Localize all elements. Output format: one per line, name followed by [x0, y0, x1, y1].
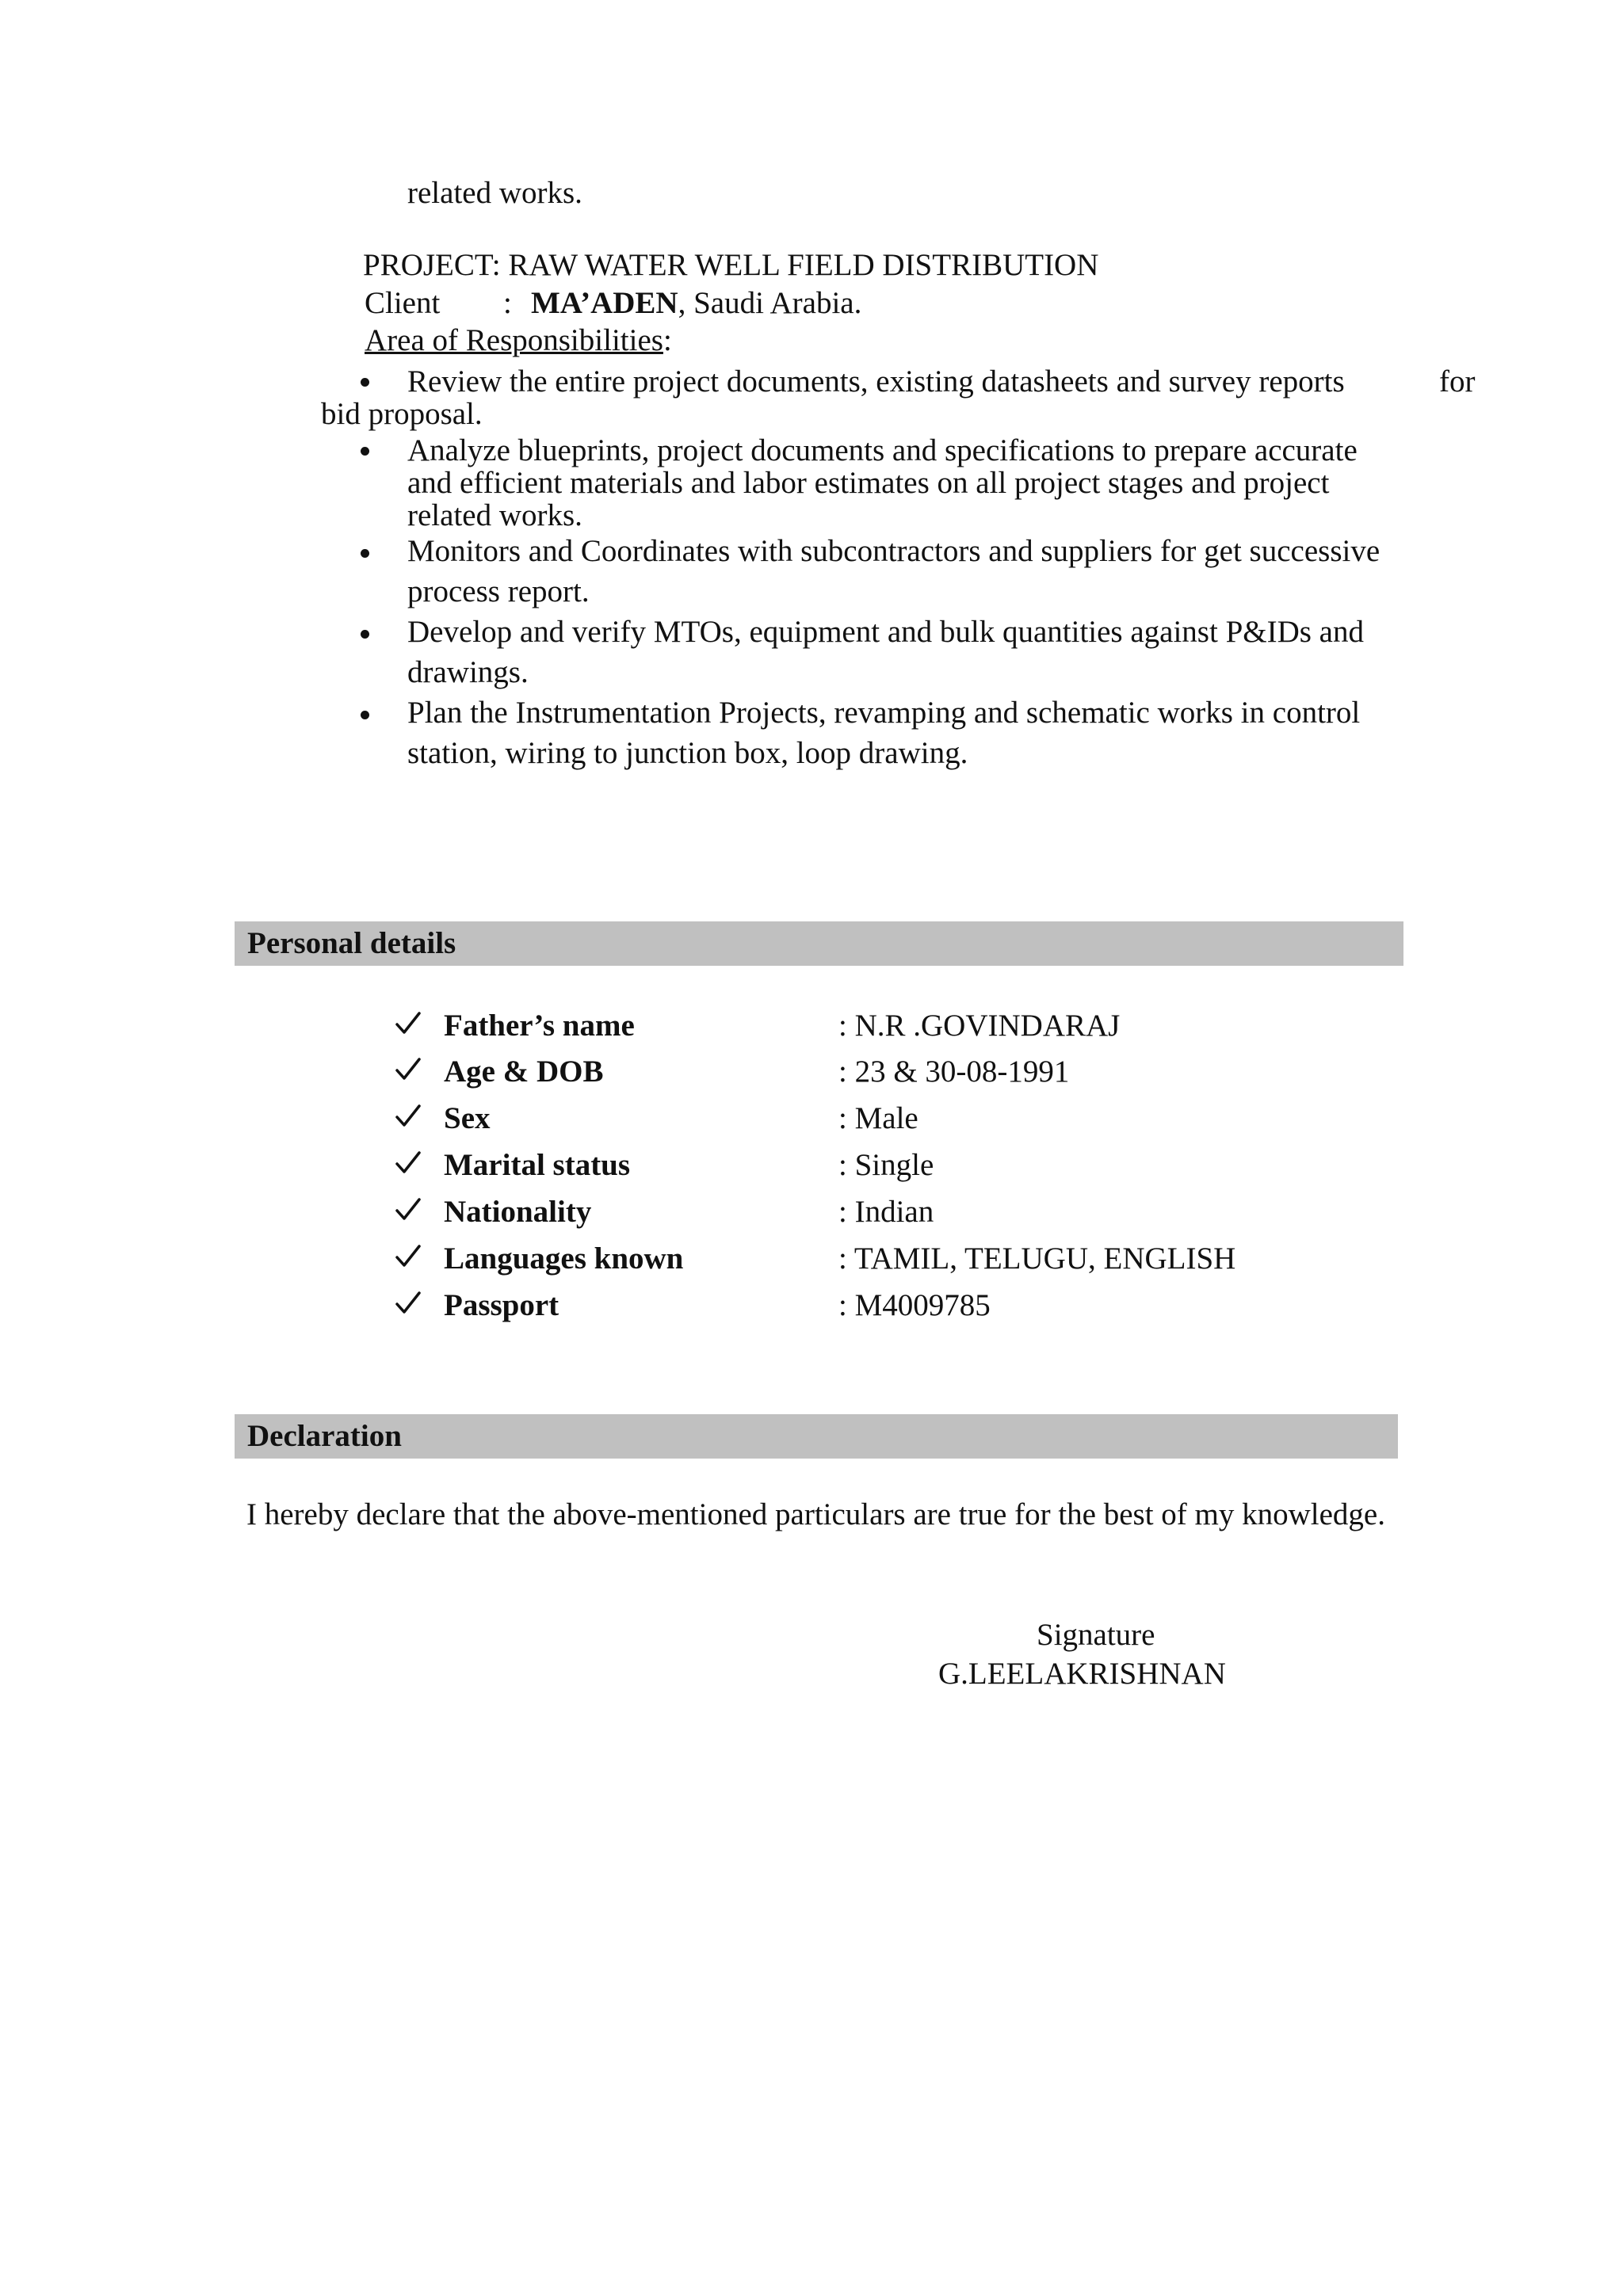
checkmark-icon [395, 1010, 422, 1037]
checkmark-icon [395, 1196, 422, 1223]
bullet-dot [361, 549, 369, 558]
list-item-line: station, wiring to junction box, loop drawing. [407, 736, 968, 770]
declaration-text: I hereby declare that the above-mentioned particulars are true for the best of my knowledge. [246, 1497, 1385, 1531]
list-item-line: Review the entire project documents, existing datasheets and survey reports [407, 364, 1345, 399]
list-item-line: Monitors and Coordinates with subcontractors and suppliers for get successive [407, 534, 1381, 568]
detail-value: : Male [838, 1101, 918, 1135]
detail-label: Languages known [444, 1241, 684, 1276]
bullet-dot [361, 378, 369, 387]
client-value [531, 286, 861, 321]
responsibilities-heading-text: Area of Responsibilities [365, 323, 663, 357]
bullet-dot [361, 630, 369, 639]
section-title: Personal details [247, 926, 456, 960]
list-item-line: process report. [407, 574, 590, 608]
project-title: PROJECT: RAW WATER WELL FIELD DISTRIBUTION [363, 248, 1099, 282]
list-item-line: Analyze blueprints, project documents and specifications to prepare accurate [407, 433, 1358, 467]
client-label: Client [365, 286, 441, 320]
detail-label: Sex [444, 1101, 491, 1135]
checkmark-icon [395, 1150, 422, 1177]
bullet-dot [361, 711, 369, 719]
detail-value: : TAMIL, TELUGU, ENGLISH [838, 1241, 1236, 1276]
continued-text: related works. [407, 176, 582, 210]
list-item-line: drawings. [407, 655, 529, 689]
detail-label: Marital status [444, 1148, 631, 1182]
detail-value: : Single [838, 1148, 934, 1182]
client-location: , Saudi Arabia. [678, 286, 862, 320]
checkmark-icon [395, 1290, 422, 1317]
list-item-line: Develop and verify MTOs, equipment and bulk quantities against P&IDs and [407, 615, 1364, 649]
list-item-line: bid proposal. [321, 397, 483, 431]
checkmark-icon [395, 1243, 422, 1270]
detail-label: Father’s name [444, 1009, 635, 1043]
list-item-line: for [1439, 364, 1476, 399]
personal-details-header [235, 921, 1403, 966]
detail-value: : Indian [838, 1195, 934, 1229]
detail-value: : N.R .GOVINDARAJ [838, 1009, 1121, 1043]
list-item-line: and efficient materials and labor estimates on all project stages and project [407, 466, 1330, 500]
checkmark-icon [395, 1056, 422, 1083]
detail-value: : 23 & 30-08-1991 [838, 1055, 1070, 1089]
client-name: MA’ADEN [531, 286, 678, 320]
list-item-line: related works. [407, 498, 582, 532]
list-item-line: Plan the Instrumentation Projects, revamping and schematic works in control [407, 696, 1361, 730]
detail-label: Age & DOB [444, 1055, 604, 1089]
signature-label: Signature [1037, 1618, 1155, 1652]
signature-name: G.LEELAKRISHNAN [938, 1657, 1226, 1691]
detail-label: Nationality [444, 1195, 592, 1229]
detail-label: Passport [444, 1288, 559, 1322]
client-separator: : [503, 286, 512, 320]
declaration-header [235, 1414, 1398, 1459]
detail-value: : M4009785 [838, 1288, 991, 1322]
responsibilities-heading-colon: : [663, 323, 672, 357]
responsibilities-heading [365, 323, 672, 358]
checkmark-icon [395, 1103, 422, 1130]
bullet-dot [361, 447, 369, 456]
section-title: Declaration [247, 1419, 402, 1453]
